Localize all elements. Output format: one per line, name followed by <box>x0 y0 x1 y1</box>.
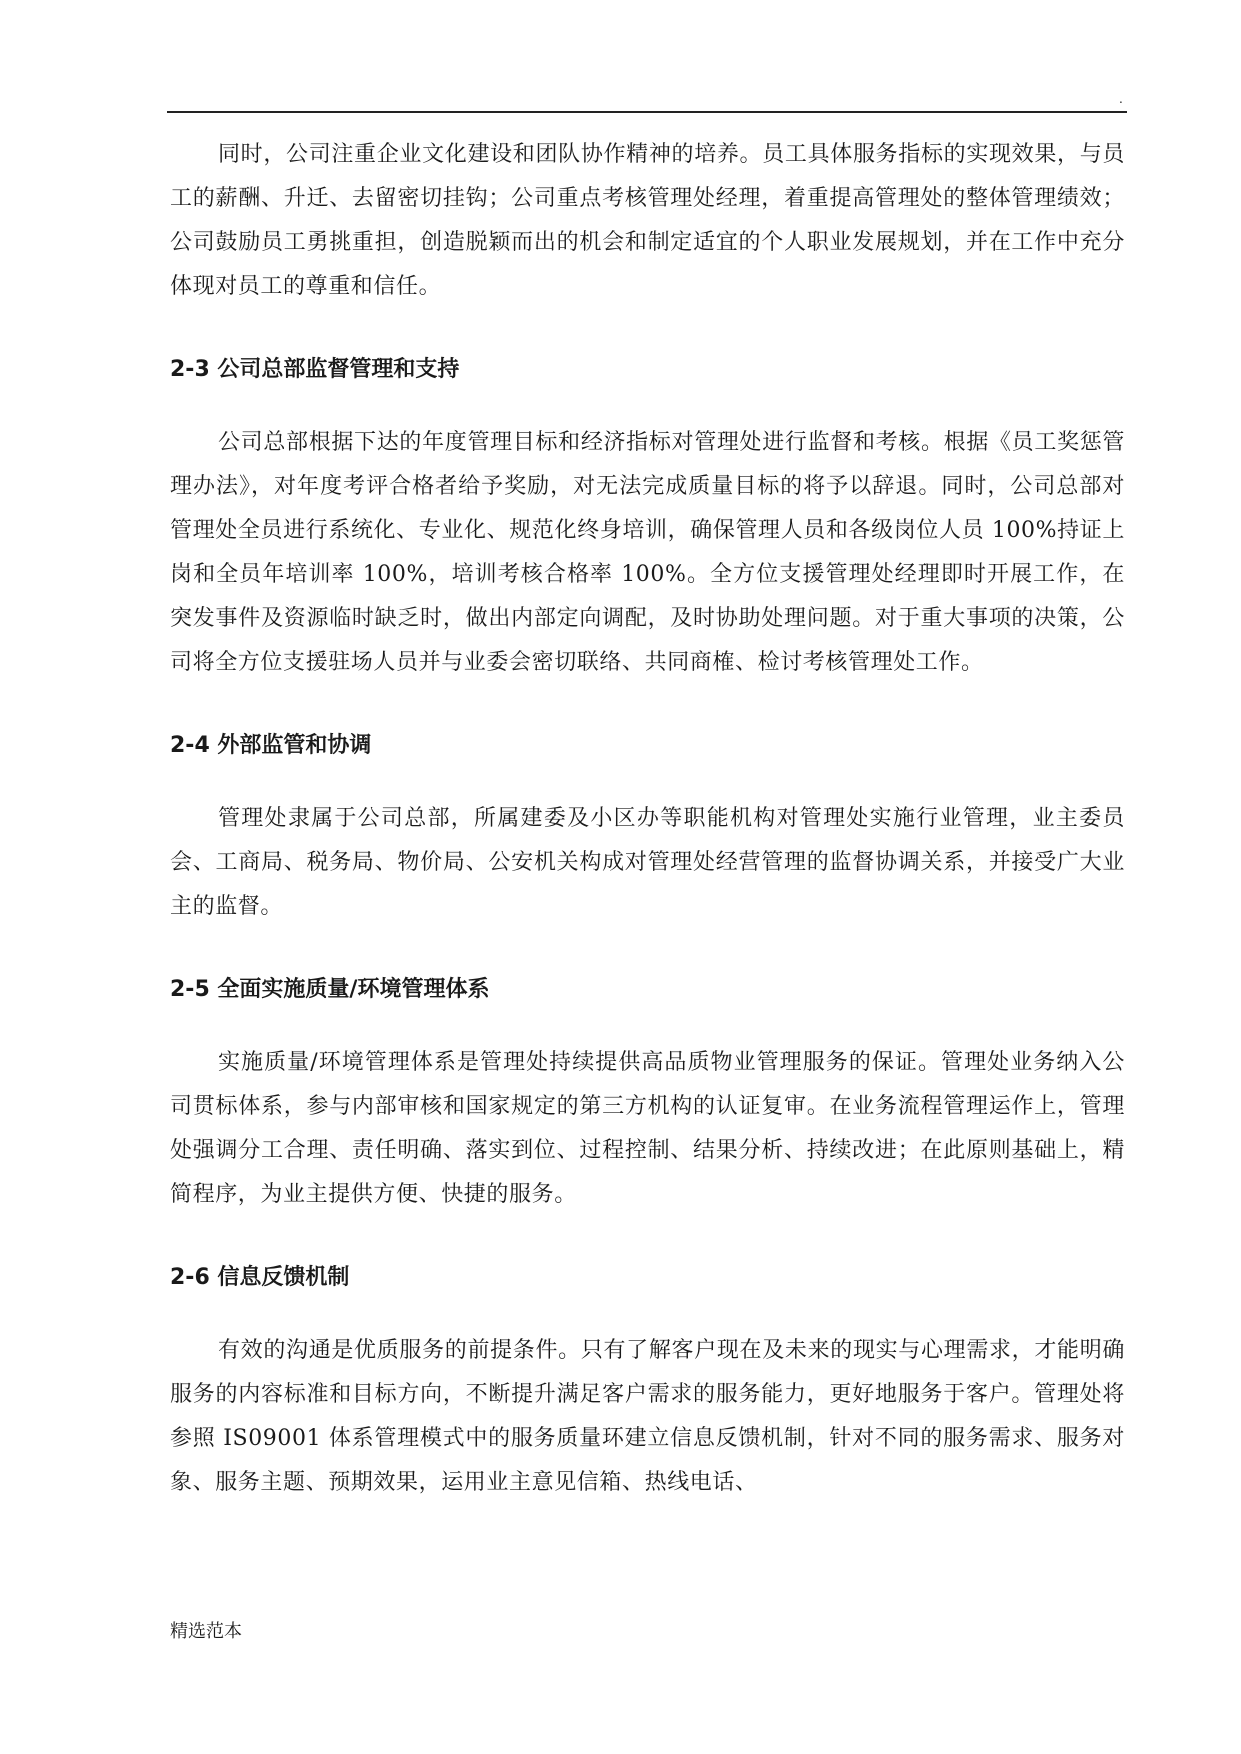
section-heading-2-5: 2-5 全面实施质量/环境管理体系 <box>170 977 490 1002</box>
section-heading-2-6: 2-6 信息反馈机制 <box>170 1265 350 1290</box>
page-footer: 精选范本 <box>170 1621 242 1642</box>
section-paragraph-2-5: 实施质量/环境管理体系是管理处持续提供高品质物业管理服务的保证。管理处业务纳入公司贯标体系，参与内部审核和国家规定的第三方机构的认证复审。在业务流程管理运作上，管理处强调分工合理、责任明确、落实到位、过程控制、结果分析、持续改进；在此原则基础上，精简程序，为业主提供方便、快捷的服务。 <box>170 1050 1125 1207</box>
section-heading-2-3: 2-3 公司总部监督管理和支持 <box>170 357 460 382</box>
section-heading-2-4: 2-4 外部监管和协调 <box>170 733 372 758</box>
section-paragraph-2-4: 管理处隶属于公司总部，所属建委及小区办等职能机构对管理处实施行业管理，业主委员会、工商局、税务局、物价局、公安机关构成对管理处经营管理的监督协调关系，并接受广大业主的监督。 <box>170 806 1125 919</box>
document-body <box>170 133 1125 1505</box>
section-paragraph-2-6: 有效的沟通是优质服务的前提条件。只有了解客户现在及未来的现实与心理需求，才能明确服务的内容标准和目标方向，不断提升满足客户需求的服务能力，更好地服务于客户。管理处将参照 IS09001 体系管理模式中的服务质量环建立信息反馈机制，针对不同的服务需求、服务对象、服务主题、预期效果，运用业主意见信箱、热线电话、 <box>170 1338 1125 1495</box>
intro-paragraph: 同时，公司注重企业文化建设和团队协作精神的培养。员工具体服务指标的实现效果，与员工的薪酬、升迁、去留密切挂钩；公司重点考核管理处经理，着重提高管理处的整体管理绩效；公司鼓励员工勇挑重担，创造脱颖而出的机会和制定适宜的个人职业发展规划，并在工作中充分体现对员工的尊重和信任。 <box>170 142 1125 299</box>
section-paragraph-2-3: 公司总部根据下达的年度管理目标和经济指标对管理处进行监督和考核。根据《员工奖惩管理办法》，对年度考评合格者给予奖励，对无法完成质量目标的将予以辞退。同时，公司总部对管理处全员进行系统化、专业化、规范化终身培训，确保管理人员和各级岗位人员 100%持证上岗和全员年培训率 100%，培训考核合格率 100%。全方位支援管理处经理即时开展工作，在突发事件及资源临时缺乏时，做出内部定向调配，及时协助处理问题。对于重大事项的决策，公司将全方位支援驻场人员并与业委会密切联络、共同商榷、检讨考核管理处工作。 <box>170 430 1125 675</box>
header-rule <box>167 111 1127 113</box>
header-marker: . <box>1119 92 1123 106</box>
